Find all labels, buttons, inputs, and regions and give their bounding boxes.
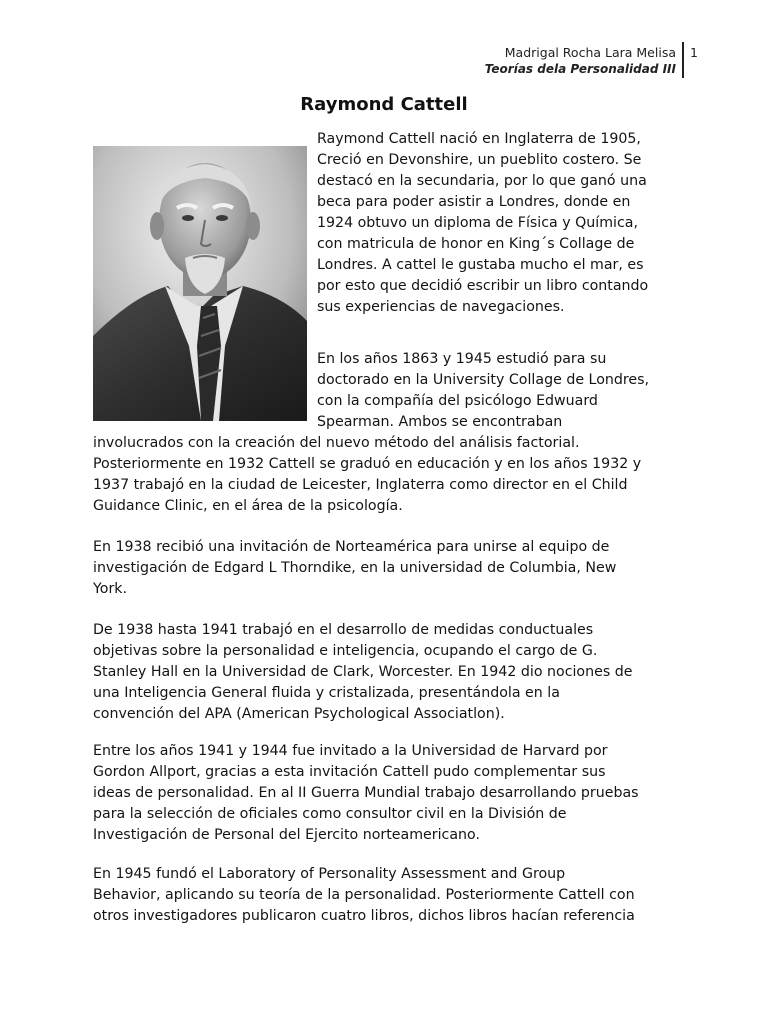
text-line: En los años 1863 y 1945 estudió para su [317,351,607,367]
text-line: destacó en la secundaria, por lo que ganó una [317,173,647,189]
portrait-photo [93,146,307,421]
paragraph-6 [93,864,693,927]
paragraph-5 [93,741,693,846]
text-line: con la compañía del psicólogo Edwuard [317,393,598,409]
text-line: Posteriormente en 1932 Cattell se graduó en educación y en los años 1932 y [93,456,642,472]
text-line: En 1938 recibió una invitación de Norteamérica para unirse al equipo de [93,539,610,555]
text-line: una Inteligencia General fluida y cristalizada, presentándola en la [93,685,560,701]
text-line: Investigación de Personal del Ejercito norteamericano. [93,827,480,843]
header-divider [682,42,684,78]
text-line: con matricula de honor en King´s Collage de [317,236,635,252]
text-line: objetivas sobre la personalidad e inteligencia, ocupando el cargo de G. [93,643,598,659]
text-line: De 1938 hasta 1941 trabajó en el desarrollo de medidas conductuales [93,622,594,638]
text-line: otros investigadores publicaron cuatro libros, dichos libros hacían referencia [93,908,635,924]
text-line: Stanley Hall en la Universidad de Clark, Worcester. En 1942 dio nociones de [93,664,633,680]
text-line: Spearman. Ambos se encontraban [317,414,563,430]
text-line: beca para poder asistir a Londres, donde en [317,194,631,210]
page-number: 1 [690,45,698,60]
text-line: En 1945 fundó el Laboratory of Personality Assessment and Group [93,866,566,882]
text-line: para la selección de oficiales como consultor civil en la División de [93,806,567,822]
text-line: York. [93,581,128,597]
text-line: Guidance Clinic, en el área de la psicología. [93,498,403,514]
text-line: investigación de Edgard L Thorndike, en la universidad de Columbia, New [93,560,617,576]
text-line: doctorado en la University Collage de Londres, [317,372,650,388]
paragraph-1 [317,129,675,318]
text-line: Entre los años 1941 y 1944 fue invitado a la Universidad de Harvard por [93,743,608,759]
text-line: sus experiencias de navegaciones. [317,299,565,315]
text-line: por esto que decidió escribir un libro contando [317,278,649,294]
text-line: 1924 obtuvo un diploma de Física y Química, [317,215,638,231]
text-line: 1937 trabajó en la ciudad de Leicester, Inglaterra como director en el Child [93,477,628,493]
page-title: Raymond Cattell [300,94,468,115]
paragraph-3 [93,537,693,600]
text-line: Raymond Cattell nació en Inglaterra de 1905, [317,131,641,147]
text-line: convención del APA (American Psychological Associatlon). [93,706,505,722]
text-line: Creció en Devonshire, un pueblito costero. Se [317,152,642,168]
text-line: involucrados con la creación del nuevo método del análisis factorial. [93,435,580,451]
header-course: Teorías dela Personalidad III [484,62,676,76]
header-author: Madrigal Rocha Lara Melisa [504,45,676,60]
text-line: Londres. A cattel le gustaba mucho el mar, es [317,257,644,273]
text-line: ideas de personalidad. En al II Guerra Mundial trabajo desarrollando pruebas [93,785,639,801]
text-line: Behavior, aplicando su teoría de la personalidad. Posteriormente Cattell con [93,887,635,903]
text-line: Gordon Allport, gracias a esta invitación Cattell pudo complementar sus [93,764,606,780]
paragraph-2-full [93,433,693,517]
paragraph-2-side [317,349,675,433]
paragraph-4 [93,620,693,725]
